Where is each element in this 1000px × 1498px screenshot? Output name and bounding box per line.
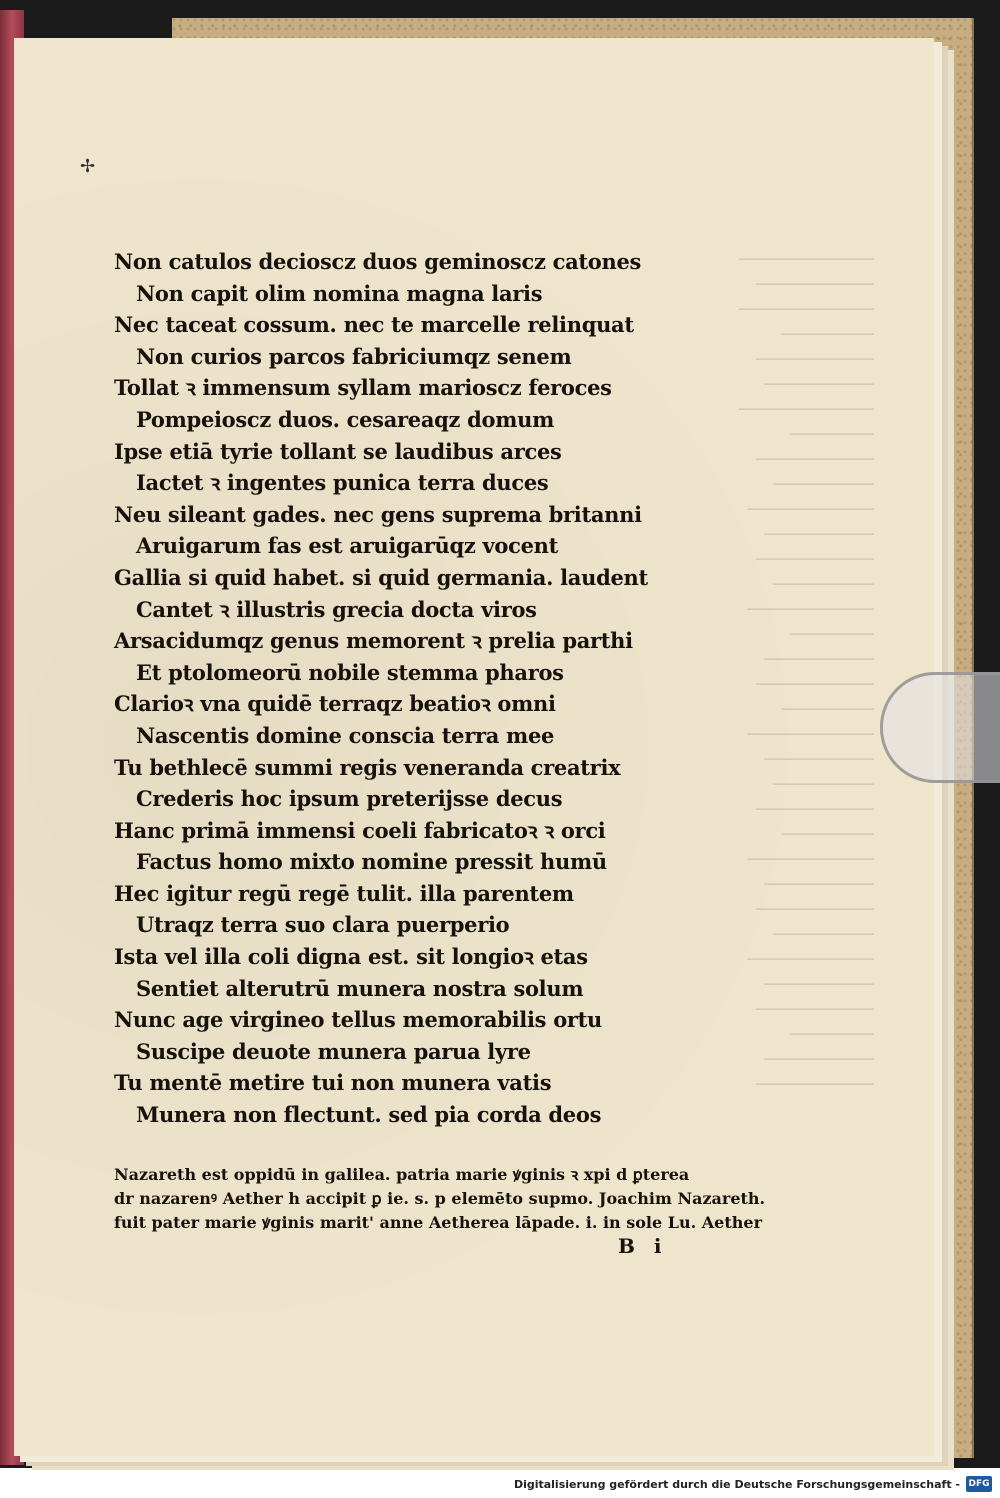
poem-line: Clarioꝛ vna quidē terraqz beatioꝛ omni	[114, 691, 556, 717]
poem-line: Nec taceat cossum. nec te marcelle relinquat	[114, 312, 634, 338]
book-page	[14, 38, 934, 1456]
poem-line: Nascentis domine conscia terra mee	[136, 722, 555, 748]
poem-line: Sentiet alterutrū munera nostra solum	[136, 975, 584, 1001]
dfg-logo: DFG	[966, 1476, 992, 1492]
poem-line: Tu mentē metire tui non munera vatis	[114, 1070, 552, 1096]
poem-line: Cantet ꝛ illustris grecia docta viros	[136, 596, 537, 622]
poem-line: Tu bethlecē summi regis veneranda creatrix	[114, 754, 621, 780]
poem-line: Arsacidumqz genus memorent ꝛ prelia parthi	[114, 628, 633, 654]
poem-line: Nunc age virgineo tellus memorabilis ortu	[114, 1007, 603, 1033]
poem-line: Hec igitur regū regē tulit. illa parentem	[114, 880, 574, 906]
poem-line: Pompeioscz duos. cesareaqz domum	[136, 406, 555, 432]
poem-line: Suscipe deuote munera parua lyre	[136, 1038, 531, 1064]
poem-line: Gallia si quid habet. si quid germania. laudent	[114, 564, 648, 590]
note-line: fuit pater marie ꝟginis marit' anne Aetherea lāpade. i. in sole Lu. Aether	[114, 1213, 762, 1232]
poem-line: Crederis hoc ipsum preterijsse decus	[136, 786, 563, 812]
margin-mark: ✢	[80, 156, 96, 177]
poem-line: Ista vel illa coli digna est. sit longioꝛ etas	[114, 944, 588, 970]
page-clip	[880, 672, 1000, 783]
commentary-notes	[114, 1163, 834, 1235]
poem-line: Neu sileant gades. nec gens suprema britanni	[114, 501, 642, 527]
poem-line: Non curios parcos fabriciumqz senem	[136, 343, 572, 369]
poem-text	[114, 246, 648, 1131]
poem-line: Hanc primā immensi coeli fabricatoꝛ ꝛ orci	[114, 817, 606, 843]
funding-credit: Digitalisierung gefördert durch die Deutsche Forschungsgemeinschaft -	[513, 1478, 960, 1491]
poem-line: Et ptolomeorū nobile stemma pharos	[136, 659, 564, 685]
poem-line: Munera non flectunt. sed pia corda deos	[136, 1102, 602, 1128]
poem-line: Factus homo mixto nomine pressit humū	[136, 849, 607, 875]
poem-line: Utraqz terra suo clara puerperio	[136, 912, 510, 938]
poem-line: Non capit olim nomina magna laris	[136, 280, 543, 306]
show-through-text: ──────────────── ────────────── ──────────────── ─────────── ────────────── ───────────── ──────────────── ────────── ────────────── ──────────── ─────────────── ───────────── ────────────── ──────────── ─────────────── ────────── ───────────── ────────────── ─────────── ─────────────── ───────────── ──────────── ────────────── ─────────── ─────────────── ───────────── ────────────── ──────────── ─────────────── ───────────── ────────────── ────────── ───────────── ──────────────	[739, 252, 874, 1093]
poem-line: Non catulos decioscz duos geminoscz catones	[114, 249, 642, 274]
note-line: Nazareth est oppidū in galilea. patria marie ꝟginis ꝛ xpi d ꝑterea	[114, 1165, 690, 1184]
poem-line: Aruigarum fas est aruigarūqz vocent	[136, 533, 559, 559]
note-line: dr nazarenꝰ Aether h accipit ꝑ ie. s. p elemēto supmo. Joachim Nazareth.	[114, 1189, 766, 1208]
footer-bar	[0, 1472, 1000, 1498]
poem-line: Ipse etiā tyrie tollant se laudibus arces	[114, 438, 562, 464]
signature-mark: B i	[618, 1234, 668, 1258]
poem-line: Tollat ꝛ immensum syllam marioscz feroces	[114, 375, 612, 401]
poem-line: Iactet ꝛ ingentes punica terra duces	[136, 470, 549, 496]
